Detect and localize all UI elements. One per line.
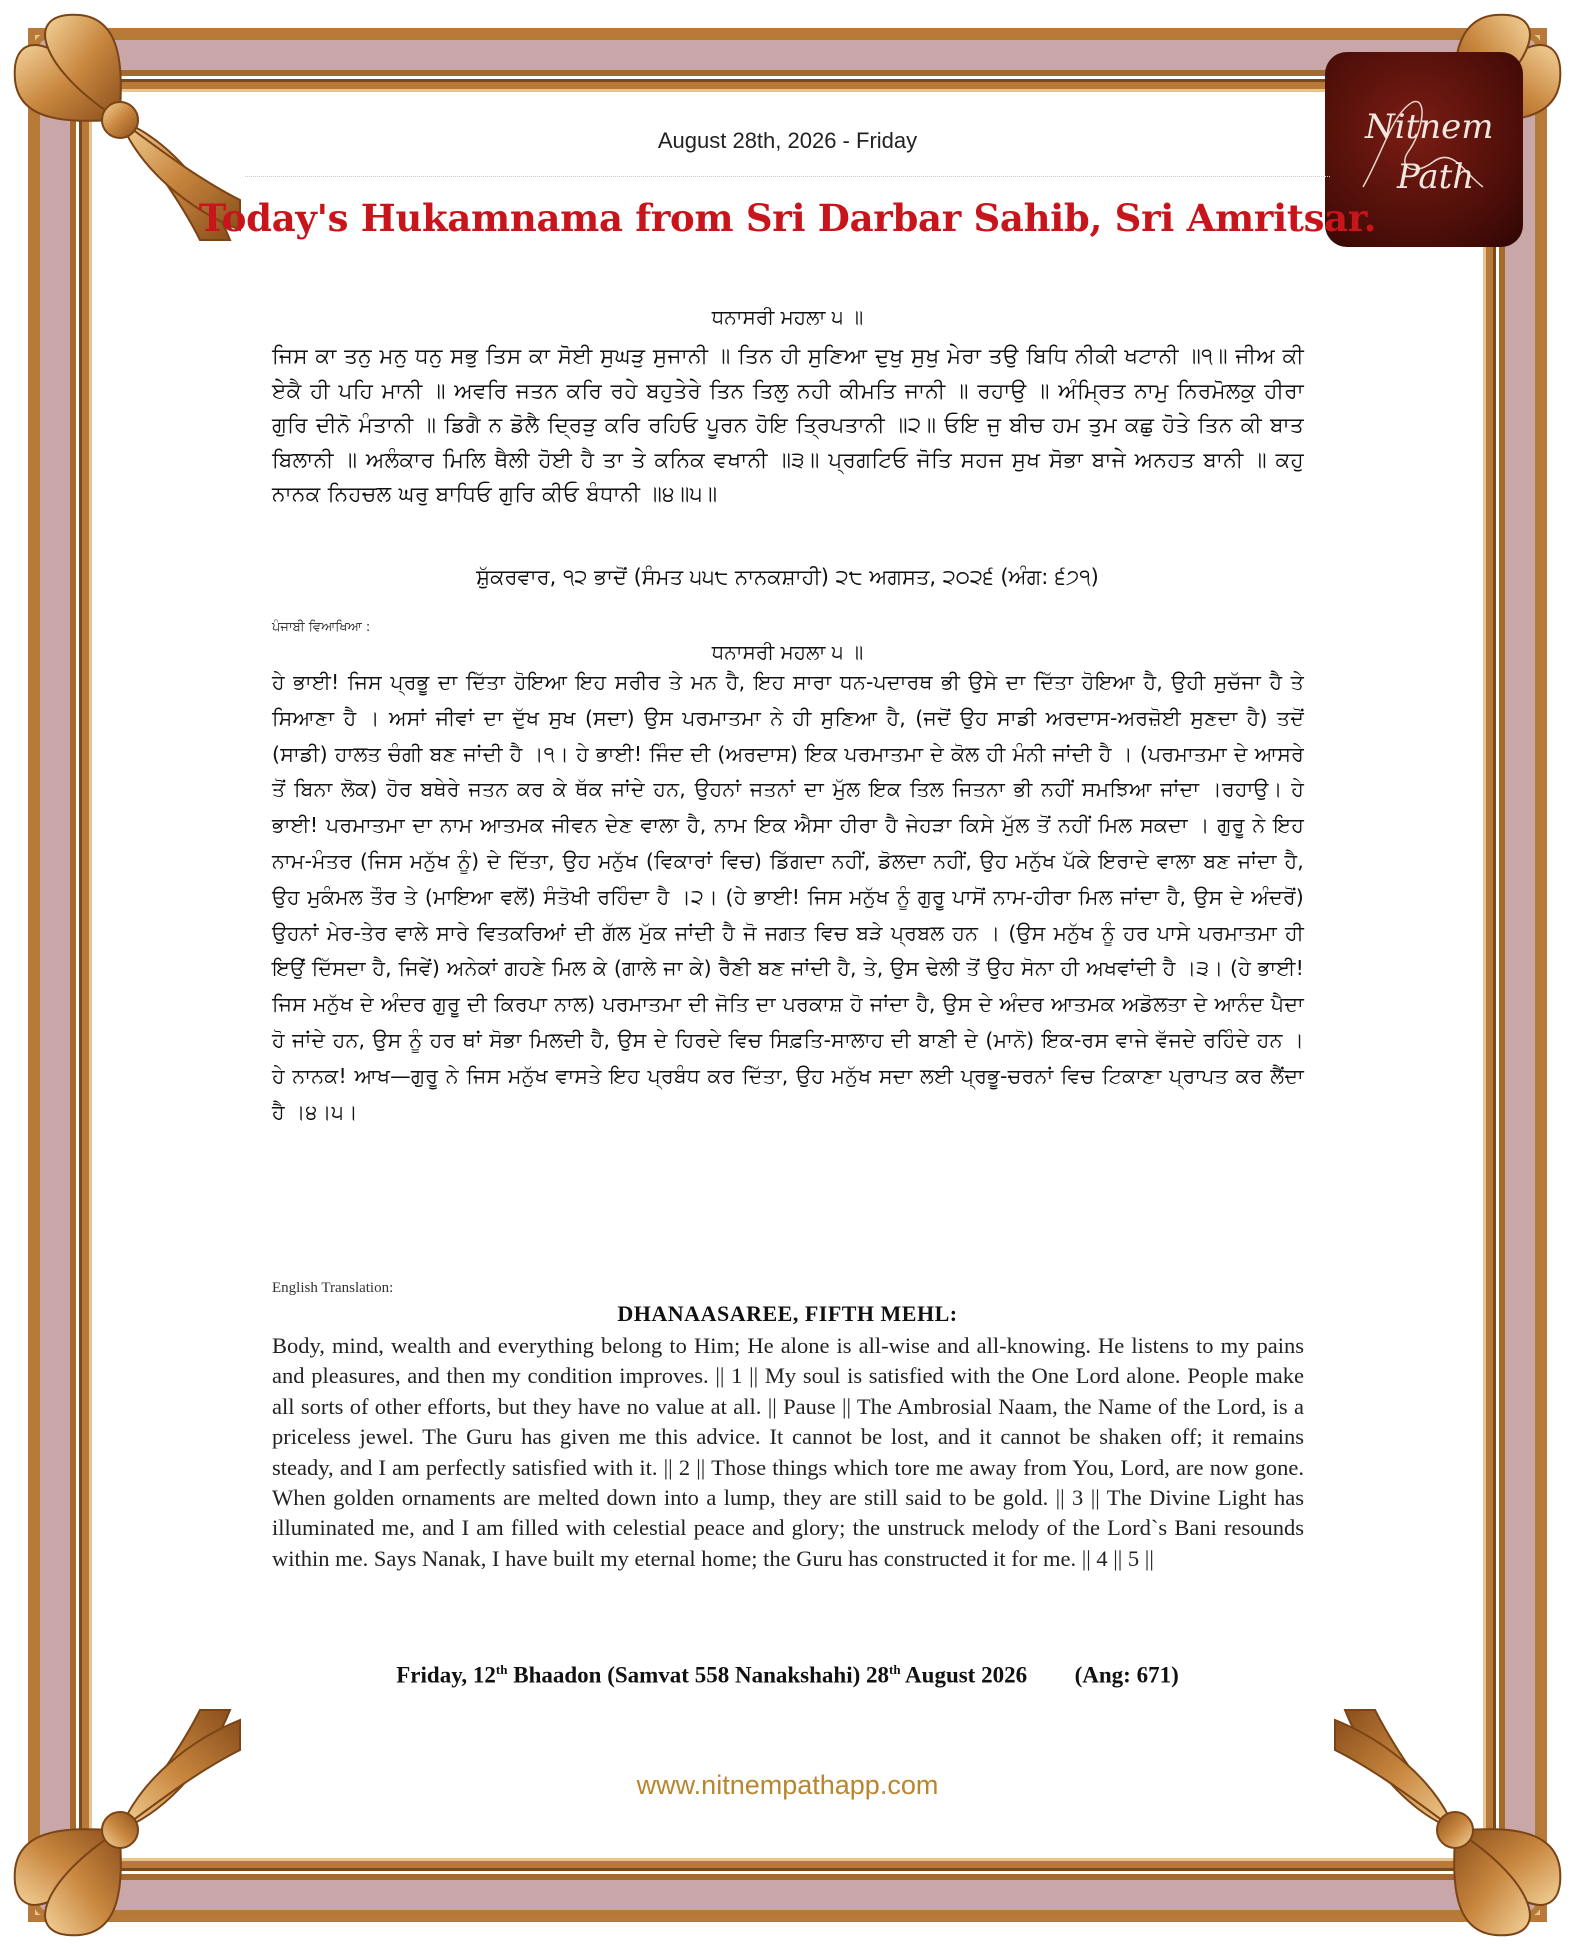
logo-text-path: Path <box>1397 157 1475 197</box>
ribbon-bow-icon <box>1325 1700 1575 1950</box>
punjabi-date-line: ਸ਼ੁੱਕਰਵਾਰ, ੧੨ ਭਾਦੋਂ (ਸੰਮਤ ੫੫੮ ਨਾਨਕਸ਼ਾਹੀ) ੨੮ ਅਗਸਤ, ੨੦੨੬ (ਅੰਗ: ੬੭੧) <box>476 565 1099 589</box>
punjabi-vyakhya-label: ਪੰਜਾਬੀ ਵਿਆਖਿਆ : <box>272 620 371 635</box>
english-date-mid: Bhaadon (Samvat 558 Nanakshahi) 28 <box>507 1662 889 1688</box>
english-date-end: August 2026 <box>900 1662 1028 1688</box>
ribbon-bow-icon <box>0 1700 250 1950</box>
english-heading: DHANAASAREE, FIFTH MEHL: <box>617 1301 958 1326</box>
gurbani-heading: ਧਨਾਸਰੀ ਮਹਲਾ ੫ ॥ <box>711 305 864 329</box>
vyakhya-heading: ਧਨਾਸਰੀ ਮਹਲਾ ੫ ॥ <box>711 640 864 664</box>
english-translation-text: Body, mind, wealth and everything belong to Him; He alone is all-wise and all-knowing. He listens to my pains and pleasures, and then my condition improves. || 1 || My soul is satisfied with the One Lord alone. People make all sorts of other efforts, but they have no value at all. || Pause || The Ambrosial Naam, the Name of the Lord, is a priceless jewel. The Guru has given me this advice. It cannot be lost, and it cannot be shaken off; it remains steady, and I am perfectly satisfied with it. || 2 || Those things which tore me away from You, Lord, are now gone. When golden ornaments are melted down into a lump, they are still said to be gold. || 3 || The Divine Light has illuminated me, and I am filled with celestial peace and glory; the unstruck melody of the Lord`s Bani resounds within me. Says Nanak, I have built my eternal home; the Guru has constructed it for me. || 4 || 5 || <box>272 1333 1304 1571</box>
website-link[interactable]: www.nitnempathapp.com <box>636 1770 939 1800</box>
english-date-sup2: th <box>889 1662 901 1677</box>
logo-text-nitnem: Nitnem <box>1365 107 1494 147</box>
english-date-sup1: th <box>495 1662 508 1677</box>
gurbani-text: ਜਿਸ ਕਾ ਤਨੁ ਮਨੁ ਧਨੁ ਸਭੁ ਤਿਸ ਕਾ ਸੋਈ ਸੁਘੜੁ ਸੁਜਾਨੀ ॥ ਤਿਨ ਹੀ ਸੁਣਿਆ ਦੁਖੁ ਸੁਖੁ ਮੇਰਾ ਤਉ ਬਿਧਿ ਨੀਕੀ ਖਟਾਨੀ ॥੧॥ ਜੀਅ ਕੀ ਏਕੈ ਹੀ ਪਹਿ ਮਾਨੀ ॥ ਅਵਰਿ ਜਤਨ ਕਰਿ ਰਹੇ ਬਹੁਤੇਰੇ ਤਿਨ ਤਿਲੁ ਨਹੀ ਕੀਮਤਿ ਜਾਨੀ ॥ ਰਹਾਉ ॥ ਅੰਮ੍ਰਿਤ ਨਾਮੁ ਨਿਰਮੋਲਕੁ ਹੀਰਾ ਗੁਰਿ ਦੀਨੋ ਮੰਤਾਨੀ ॥ ਡਿਗੈ ਨ ਡੋਲੈ ਦ੍ਰਿੜੁ ਕਰਿ ਰਹਿਓ ਪੂਰਨ ਹੋਇ ਤ੍ਰਿਪਤਾਨੀ ॥੨॥ ਓਇ ਜੁ ਬੀਚ ਹਮ ਤੁਮ ਕਛੁ ਹੋਤੇ ਤਿਨ ਕੀ ਬਾਤ ਬਿਲਾਨੀ ॥ ਅਲੰਕਾਰ ਮਿਲਿ ਥੈਲੀ ਹੋਈ ਹੈ ਤਾ ਤੇ ਕਨਿਕ ਵਖਾਨੀ ॥੩॥ ਪ੍ਰਗਟਿਓ ਜੋਤਿ ਸਹਜ ਸੁਖ ਸੋਭਾ ਬਾਜੇ ਅਨਹਤ ਬਾਨੀ ॥ ਕਹੁ ਨਾਨਕ ਨਿਹਚਲ ਘਰੁ ਬਾਧਿਓ ਗੁਰਿ ਕੀਓ ਬੰਧਾਨੀ ॥੪॥੫॥ <box>272 344 1304 507</box>
page-title: Today's Hukamnama from Sri Darbar Sahib, Sri Amritsar. <box>198 196 1377 240</box>
ang-reference: (Ang: 671) <box>1074 1662 1179 1688</box>
english-date-line <box>0 1662 1575 1689</box>
header-date: August 28th, 2026 - Friday <box>657 128 918 153</box>
english-date-day: Friday, 12 <box>396 1662 496 1688</box>
english-translation-label: English Translation: <box>272 1280 394 1296</box>
dotted-divider <box>245 176 1330 187</box>
vyakhya-text: ਹੇ ਭਾਈ! ਜਿਸ ਪ੍ਰਭੂ ਦਾ ਦਿੱਤਾ ਹੋਇਆ ਇਹ ਸਰੀਰ ਤੇ ਮਨ ਹੈ, ਇਹ ਸਾਰਾ ਧਨ-ਪਦਾਰਥ ਭੀ ਉਸੇ ਦਾ ਦਿੱਤਾ ਹੋਇਆ ਹੈ, ਉਹੀ ਸੁਚੱਜਾ ਹੈ ਤੇ ਸਿਆਣਾ ਹੈ । ਅਸਾਂ ਜੀਵਾਂ ਦਾ ਦੁੱਖ ਸੁਖ (ਸਦਾ) ਉਸ ਪਰਮਾਤਮਾ ਨੇ ਹੀ ਸੁਣਿਆ ਹੈ, (ਜਦੋਂ ਉਹ ਸਾਡੀ ਅਰਦਾਸ-ਅਰਜ਼ੋਈ ਸੁਣਦਾ ਹੈ) ਤਦੋਂ (ਸਾਡੀ) ਹਾਲਤ ਚੰਗੀ ਬਣ ਜਾਂਦੀ ਹੈ ।੧। ਹੇ ਭਾਈ! ਜਿੰਦ ਦੀ (ਅਰਦਾਸ) ਇਕ ਪਰਮਾਤਮਾ ਦੇ ਕੋਲ ਹੀ ਮੰਨੀ ਜਾਂਦੀ ਹੈ । (ਪਰਮਾਤਮਾ ਦੇ ਆਸਰੇ ਤੋਂ ਬਿਨਾ ਲੋਕ) ਹੋਰ ਬਥੇਰੇ ਜਤਨ ਕਰ ਕੇ ਥੱਕ ਜਾਂਦੇ ਹਨ, ਉਹਨਾਂ ਜਤਨਾਂ ਦਾ ਮੁੱਲ ਇਕ ਤਿਲ ਜਿਤਨਾ ਭੀ ਨਹੀਂ ਸਮਝਿਆ ਜਾਂਦਾ ।ਰਹਾਉ। ਹੇ ਭਾਈ! ਪਰਮਾਤਮਾ ਦਾ ਨਾਮ ਆਤਮਕ ਜੀਵਨ ਦੇਣ ਵਾਲਾ ਹੈ, ਨਾਮ ਇਕ ਐਸਾ ਹੀਰਾ ਹੈ ਜੇਹੜਾ ਕਿਸੇ ਮੁੱਲ ਤੋਂ ਨਹੀਂ ਮਿਲ ਸਕਦਾ । ਗੁਰੂ ਨੇ ਇਹ ਨਾਮ-ਮੰਤਰ (ਜਿਸ ਮਨੁੱਖ ਨੂੰ) ਦੇ ਦਿੱਤਾ, ਉਹ ਮਨੁੱਖ (ਵਿਕਾਰਾਂ ਵਿਚ) ਡਿੱਗਦਾ ਨਹੀਂ, ਡੋਲਦਾ ਨਹੀਂ, ਉਹ ਮਨੁੱਖ ਪੱਕੇ ਇਰਾਦੇ ਵਾਲਾ ਬਣ ਜਾਂਦਾ ਹੈ, ਉਹ ਮੁਕੰਮਲ ਤੌਰ ਤੇ (ਮਾਇਆ ਵਲੋਂ) ਸੰਤੋਖੀ ਰਹਿੰਦਾ ਹੈ ।੨। (ਹੇ ਭਾਈ! ਜਿਸ ਮਨੁੱਖ ਨੂੰ ਗੁਰੂ ਪਾਸੋਂ ਨਾਮ-ਹੀਰਾ ਮਿਲ ਜਾਂਦਾ ਹੈ, ਉਸ ਦੇ ਅੰਦਰੋਂ) ਉਹਨਾਂ ਮੇਰ-ਤੇਰ ਵਾਲੇ ਸਾਰੇ ਵਿਤਕਰਿਆਂ ਦੀ ਗੱਲ ਮੁੱਕ ਜਾਂਦੀ ਹੈ ਜੋ ਜਗਤ ਵਿਚ ਬੜੇ ਪ੍ਰਬਲ ਹਨ । (ਉਸ ਮਨੁੱਖ ਨੂੰ ਹਰ ਪਾਸੇ ਪਰਮਾਤਮਾ ਹੀ ਇਉਂ ਦਿੱਸਦਾ ਹੈ, ਜਿਵੇਂ) ਅਨੇਕਾਂ ਗਹਣੇ ਮਿਲ ਕੇ (ਗਾਲੇ ਜਾ ਕੇ) ਰੈਣੀ ਬਣ ਜਾਂਦੀ ਹੈ, ਤੇ, ਉਸ ਢੇਲੀ ਤੋਂ ਉਹ ਸੋਨਾ ਹੀ ਅਖਵਾਂਦੀ ਹੈ ।੩। (ਹੇ ਭਾਈ! ਜਿਸ ਮਨੁੱਖ ਦੇ ਅੰਦਰ ਗੁਰੂ ਦੀ ਕਿਰਪਾ ਨਾਲ) ਪਰਮਾਤਮਾ ਦੀ ਜੋਤਿ ਦਾ ਪਰਕਾਸ਼ ਹੋ ਜਾਂਦਾ ਹੈ, ਉਸ ਦੇ ਅੰਦਰ ਆਤਮਕ ਅਡੋਲਤਾ ਦੇ ਆਨੰਦ ਪੈਦਾ ਹੋ ਜਾਂਦੇ ਹਨ, ਉਸ ਨੂੰ ਹਰ ਥਾਂ ਸੋਭਾ ਮਿਲਦੀ ਹੈ, ਉਸ ਦੇ ਹਿਰਦੇ ਵਿਚ ਸਿਫ਼ਤਿ-ਸਾਲਾਹ ਦੀ ਬਾਣੀ ਦੇ (ਮਾਨੋ) ਇਕ-ਰਸ ਵਾਜੇ ਵੱਜਦੇ ਰਹਿੰਦੇ ਹਨ । ਹੇ ਨਾਨਕ! ਆਖ—ਗੁਰੂ ਨੇ ਜਿਸ ਮਨੁੱਖ ਵਾਸਤੇ ਇਹ ਪ੍ਰਬੰਧ ਕਰ ਦਿੱਤਾ, ਉਹ ਮਨੁੱਖ ਸਦਾ ਲਈ ਪ੍ਰਭੂ-ਚਰਨਾਂ ਵਿਚ ਟਿਕਾਣਾ ਪ੍ਰਾਪਤ ਕਰ ਲੈਂਦਾ ਹੈ ।੪।੫। <box>272 670 1304 1124</box>
